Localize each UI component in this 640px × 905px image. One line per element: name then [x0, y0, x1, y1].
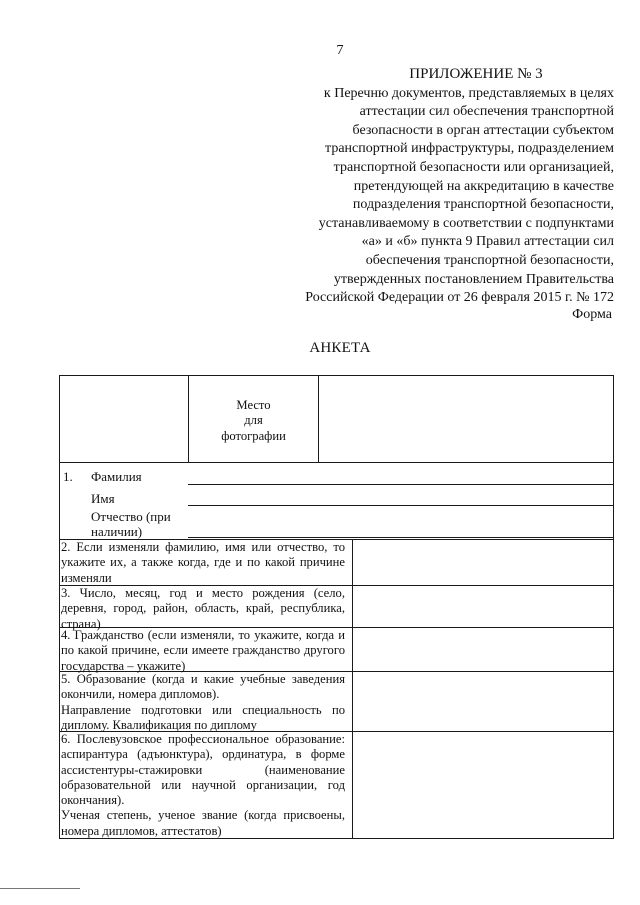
question-4: 4. Гражданство (если изменяли, то укажите, когда и по какой причине, если имеете гражданство другого государства – укажите) — [61, 628, 345, 673]
photo-box-left — [188, 375, 189, 463]
firstname-underline — [188, 505, 614, 506]
appendix-line: к Перечню документов, представляемых в целях — [323, 85, 614, 101]
question-2: 2. Если изменяли фамилию, имя или отчество, то укажите их, а также когда, где и по какой причине изменяли — [61, 540, 345, 585]
appendix-line: обеспечения транспортной безопасности, — [365, 252, 614, 268]
appendix-line: подразделения транспортной безопасности, — [352, 197, 614, 213]
photo-placeholder — [190, 398, 317, 444]
appendix-line: транспортной инфраструктуры, подразделением — [325, 141, 614, 157]
appendix-header — [220, 65, 614, 308]
appendix-line: безопасности в орган аттестации субъектом — [352, 122, 614, 138]
photo-box-right — [318, 375, 319, 463]
appendix-line: «а» и «б» пункта 9 Правил аттестации сил — [361, 234, 614, 250]
appendix-line: утвержденных постановлением Правительства — [333, 271, 614, 287]
answer-cell-2[interactable] — [353, 540, 613, 585]
answer-cell-4[interactable] — [353, 628, 613, 671]
photo-placeholder-line: фотографии — [221, 428, 286, 443]
appendix-line: транспортной безопасности или организацией, — [333, 159, 614, 175]
firstname-label: Имя — [91, 491, 115, 506]
table-border-left — [59, 375, 60, 839]
footer-mark — [0, 888, 80, 889]
answer-cell-6[interactable] — [353, 732, 613, 838]
photo-placeholder-line: для — [244, 413, 263, 428]
table-border-top — [59, 375, 613, 376]
appendix-line: претендующей на аккредитацию в качестве — [353, 178, 614, 194]
patronymic-underline — [188, 537, 614, 538]
patronymic-label-note: наличии) — [91, 524, 143, 539]
table-border-right — [613, 375, 614, 839]
form-label: Форма — [572, 307, 612, 322]
surname-label: Фамилия — [91, 469, 142, 484]
answer-cell-5[interactable] — [353, 672, 613, 731]
patronymic-label: Отчество (при — [91, 509, 171, 524]
appendix-title: ПРИЛОЖЕНИЕ № 3 — [409, 66, 543, 82]
photo-placeholder-line: Место — [236, 398, 271, 412]
name-section-number: 1. — [63, 469, 73, 484]
question-3: 3. Число, месяц, год и место рождения (село, деревня, город, район, область, край, республика, страна) — [61, 586, 345, 631]
header-row-bottom — [59, 462, 614, 463]
question-5: 5. Образование (когда и какие учебные заведения окончили, номера дипломов). Направление подготовки или специальность по диплому. Квалификация по диплому — [61, 672, 345, 732]
question-6: 6. Послевузовское профессиональное образование: аспирантура (адъюнктура), ординатура, в форме ассистентуры-стажировки (наименование образовательной или научной организации, год окончания). Ученая степень, ученое звание (когда присвоены, номера дипломов, аттестатов) — [61, 732, 345, 838]
appendix-line: устанавливаемому в соответствии с подпунктами — [318, 215, 614, 231]
appendix-line: аттестации сил обеспечения транспортной — [359, 104, 614, 120]
answer-cell-3[interactable] — [353, 586, 613, 627]
surname-underline — [188, 484, 614, 485]
document-title: АНКЕТА — [309, 340, 371, 356]
page-number: 7 — [336, 43, 344, 58]
appendix-line: Российской Федерации от 26 февраля 2015 г. № 172 — [305, 290, 614, 306]
